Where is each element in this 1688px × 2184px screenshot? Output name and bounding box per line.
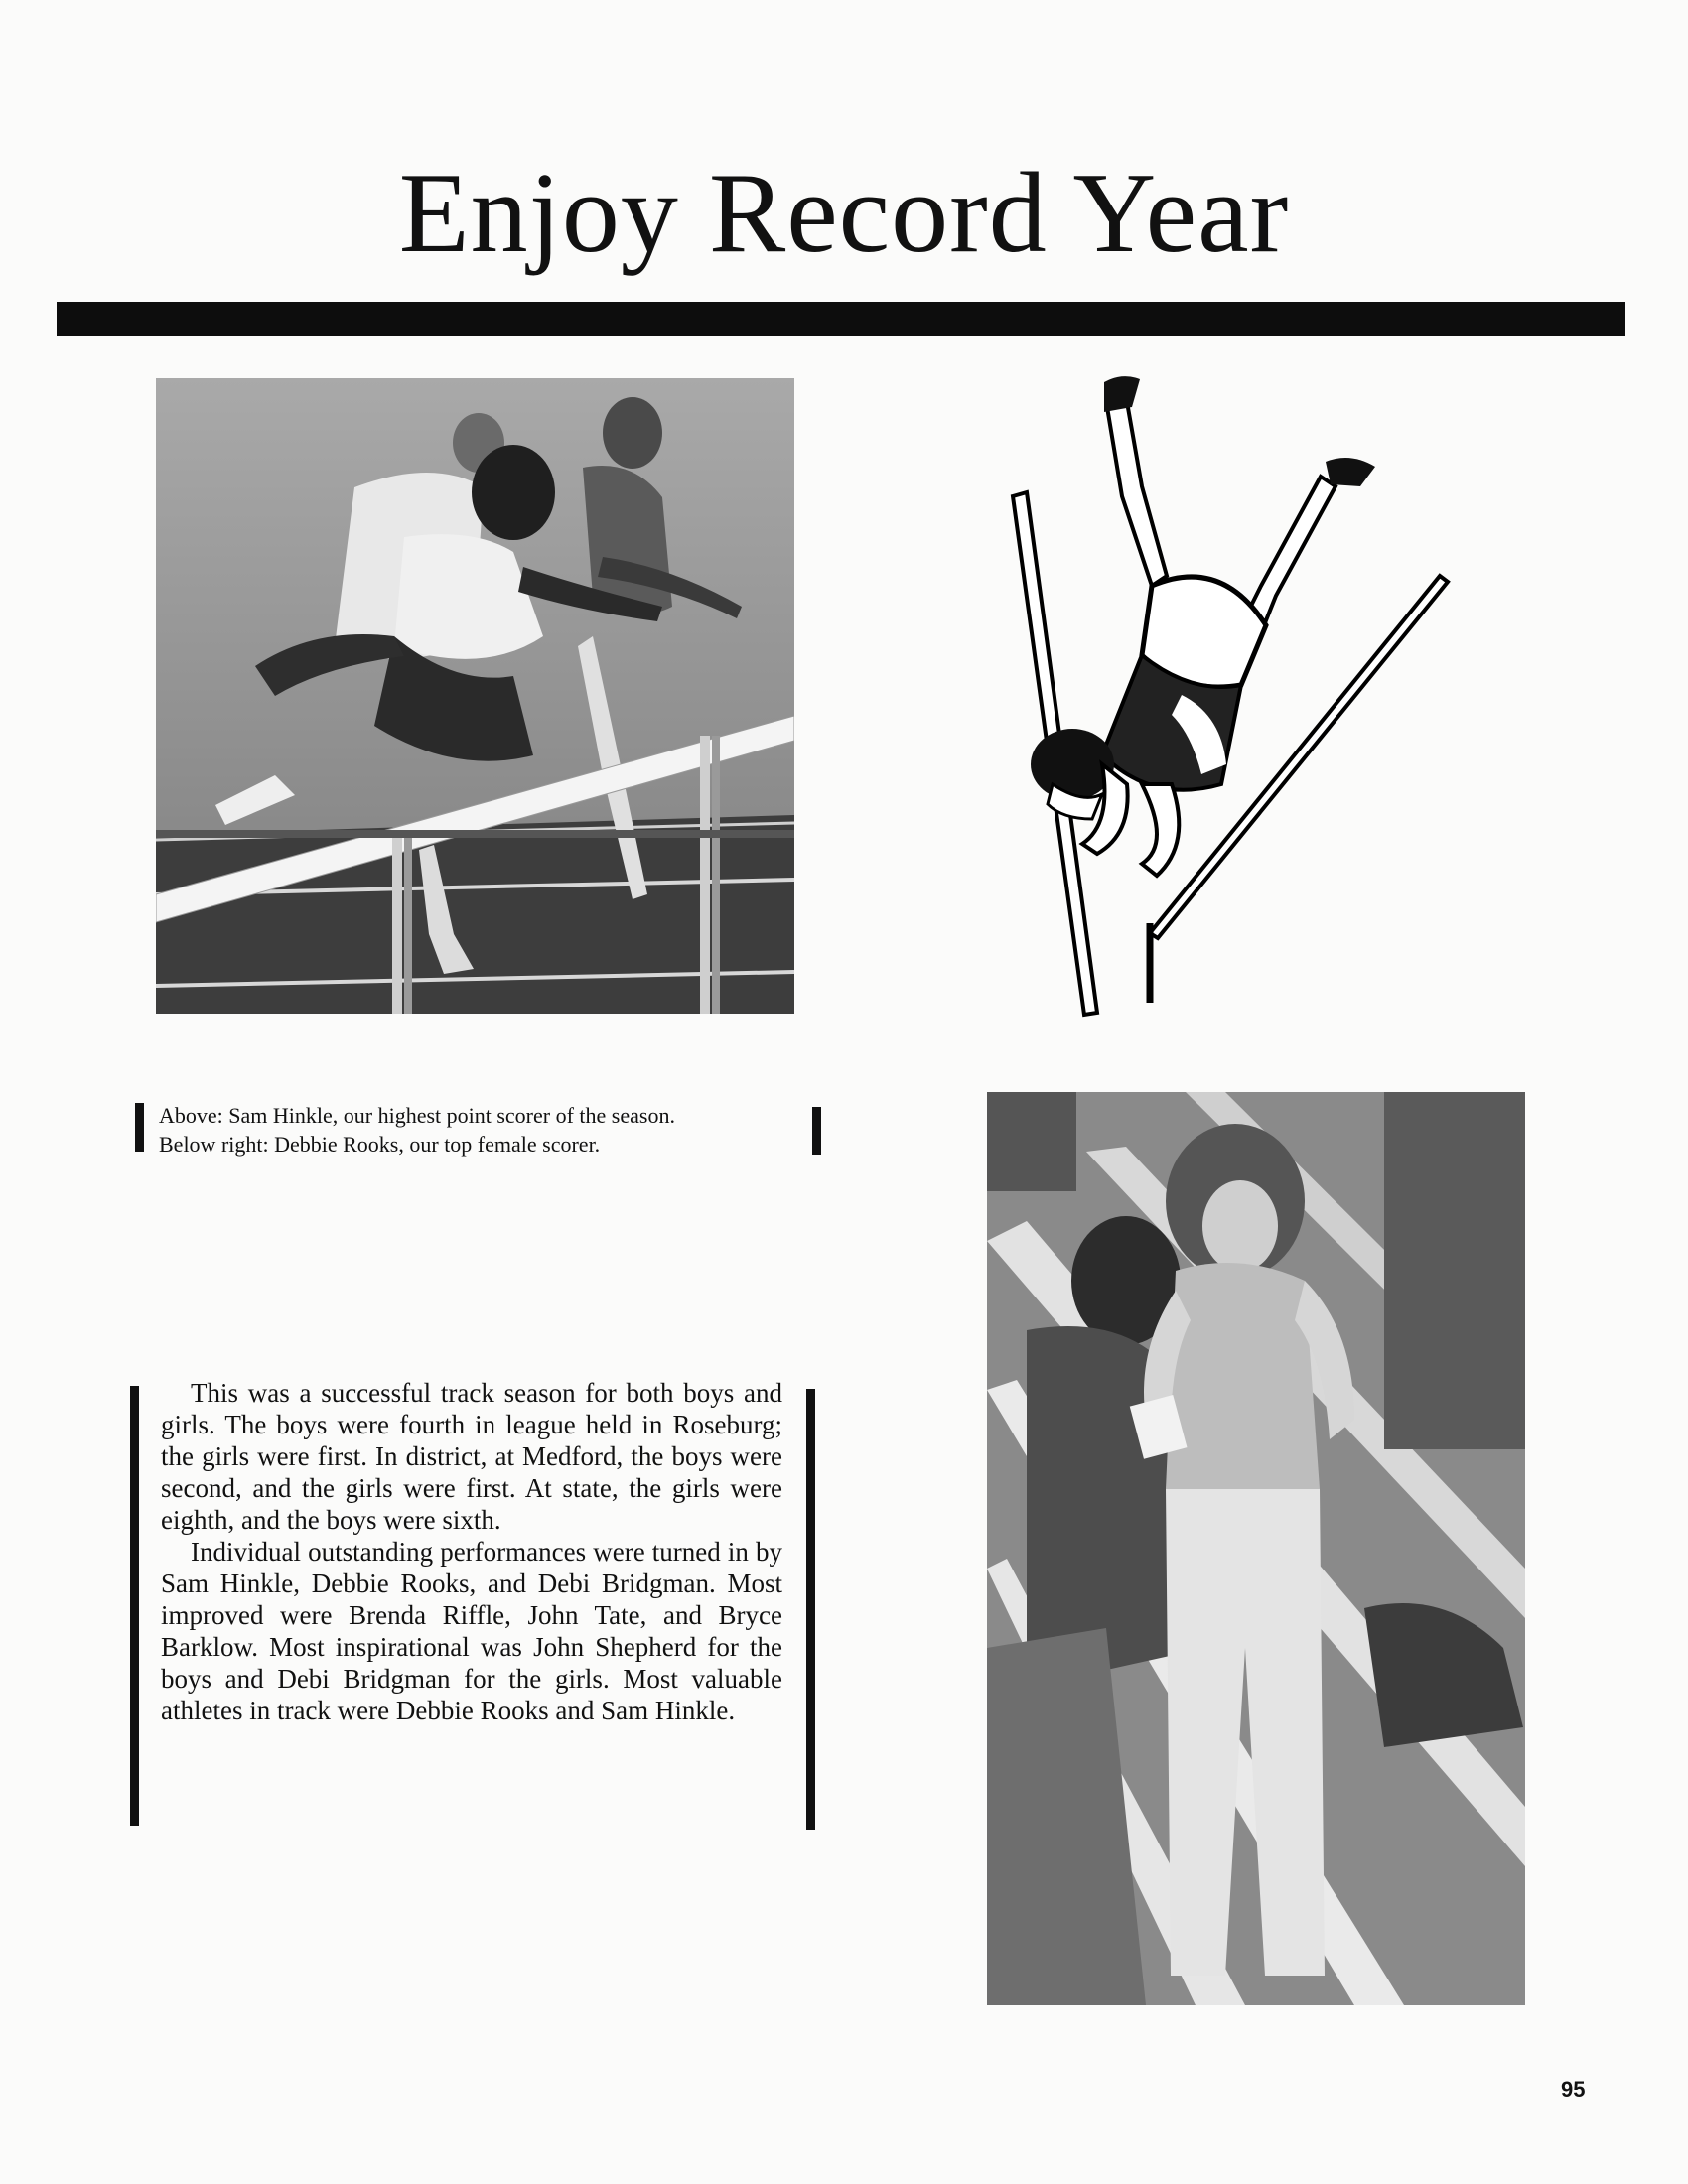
photo-caption [159,1101,794,1159]
body-left-bar [130,1386,139,1826]
page-number: 95 [1561,2077,1586,2102]
caption-line-below: Below right: Debbie Rooks, our top female scorer. [159,1132,601,1157]
title-rule [57,302,1625,336]
article-paragraph: Individual outstanding performances were turned in by Sam Hinkle, Debbie Rooks, and Debi Bridgman. Most improved were Brenda Riffle, John Tate, and Bryce Barklow. Most inspirational was John Shepherd for the boys and Debi Bridgman for the girls. Most valuable athletes in track were Debbie Rooks and Sam Hinkle. [161,1537,782,1725]
caption-line-above: Above: Sam Hinkle, our highest point scorer of the season. [159,1103,675,1128]
caption-right-bar [812,1107,821,1155]
article-paragraph: This was a successful track season for both boys and girls. The boys were fourth in league held in Roseburg; the girls were first. In district, at Medford, the boys were second, and the girls were first. At state, the girls were eighth, and the boys were sixth. [161,1378,782,1535]
rooks-photo [987,1092,1525,2005]
body-right-bar [806,1389,815,1830]
page-title: Enjoy Record Year [398,150,1290,277]
hurdles-photo [156,378,794,1014]
caption-left-bar [135,1103,144,1152]
pole-vaulter-illustration [993,367,1470,1023]
article-body [161,1377,782,1726]
